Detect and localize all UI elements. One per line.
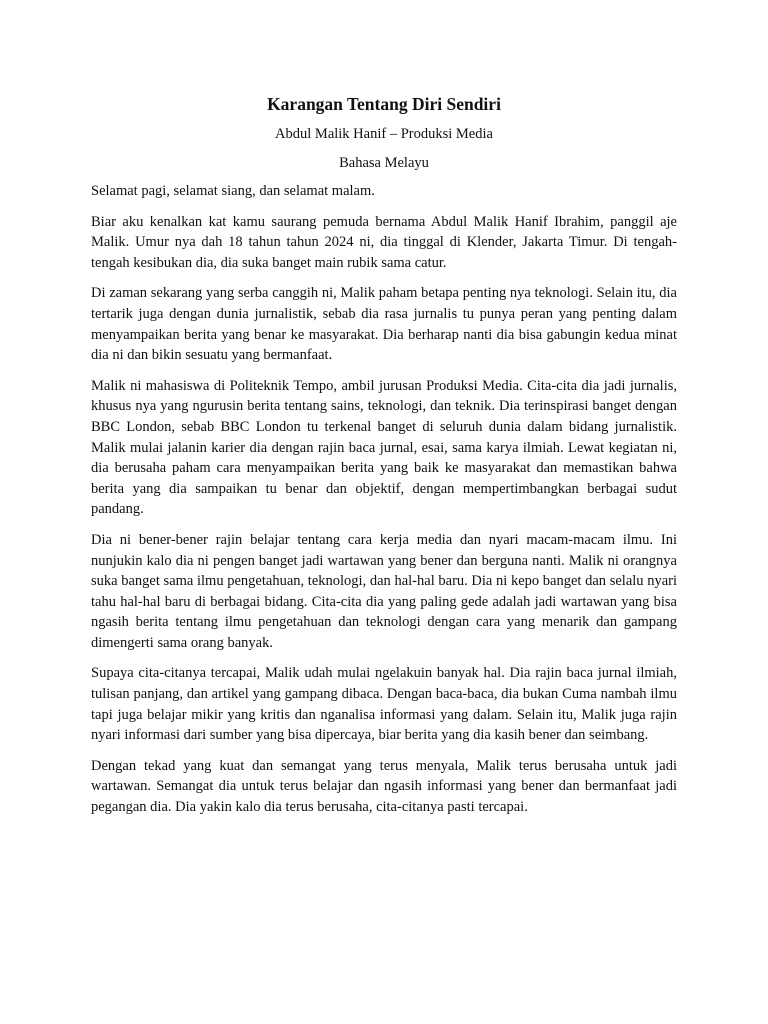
document-page [91, 92, 677, 828]
document-title: Karangan Tentang Diri Sendiri [267, 94, 501, 114]
paragraph-greeting: Selamat pagi, selamat siang, dan selamat malam. [91, 183, 375, 199]
paragraph-learning: Dia ni bener-bener rajin belajar tentang cara kerja media dan nyari macam-macam ilmu. Ini nunjukin kalo dia ni pengen banget jadi wartawan yang bener dan berguna nanti. Malik ni orangnya suka banget sama ilmu pengetahuan, teknologi, dan hal-hal baru. Dia ni kepo banget dan selalu nyari tahu hal-hal baru di berbagai bidang. Cita-cita dia yang paling gede adalah jadi wartawan yang bisa ngasih berita tentang ilmu pengetahuan dan teknologi dengan cara yang menarik dan gampang dimengerti sama orang banyak. [91, 531, 677, 651]
paragraph-efforts: Supaya cita-citanya tercapai, Malik udah mulai ngelakuin banyak hal. Dia rajin baca jurnal ilmiah, tulisan panjang, dan artikel yang gampang dibaca. Dengan baca-baca, dia bukan Cuma nambah ilmu tapi juga belajar mikir yang kritis dan nganalisa informasi yang dalam. Selain itu, Malik juga rajin nyari informasi dari sumber yang bisa dipercaya, biar berita yang dia kasih bener dan seimbang. [91, 665, 677, 744]
paragraph-technology-interest: Di zaman sekarang yang serba canggih ni, Malik paham betapa penting nya teknologi. Selain itu, dia tertarik juga dengan dunia jurnalistik, sebab dia rasa jurnalis tu punya peran yang penting dalam menyampaikan berita yang benar ke masyarakat. Dia berharap nanti dia bisa gabungin kedua minat dia ni dan bikin sesuatu yang bermanfaat. [91, 285, 677, 364]
paragraph-introduction: Biar aku kenalkan kat kamu saurang pemuda bernama Abdul Malik Hanif Ibrahim, panggil aje Malik. Umur nya dah 18 tahun tahun 2024 ni, dia tinggal di Klender, Jakarta Timur. Di tengah-tengah kesibukan dia, dia suka banget main rubik sama catur. [91, 213, 677, 271]
subject-line: Bahasa Melayu [339, 154, 429, 171]
author-line: Abdul Malik Hanif – Produksi Media [275, 126, 493, 142]
paragraph-conclusion: Dengan tekad yang kuat dan semangat yang terus menyala, Malik terus berusaha untuk jadi wartawan. Semangat dia untuk terus belajar dan ngasih informasi yang bener dan bermanfaat jadi pegangan dia. Dia yakin kalo dia terus berusaha, cita-citanya pasti tercapai. [91, 757, 677, 816]
paragraph-education: Malik ni mahasiswa di Politeknik Tempo, ambil jurusan Produksi Media. Cita-cita dia jadi jurnalis, khusus nya yang ngurusin berita tentang sains, teknologi, dan teknik. Dia terinspirasi banget dengan BBC London, sebab BBC London tu terkenal banget di seluruh dunia dalam bidang jurnalistik. Malik mulai jalanin karier dia dengan rajin baca jurnal, esai, sama karya ilmiah. Lewat kegiatan ni, dia berusaha paham cara menyampaikan berita yang baik ke masyarakat dan memastikan bahwa berita yang dia sampaikan tu benar dan objektif, dengan mempertimbangkan berbagai sudut pandang. [91, 377, 677, 518]
